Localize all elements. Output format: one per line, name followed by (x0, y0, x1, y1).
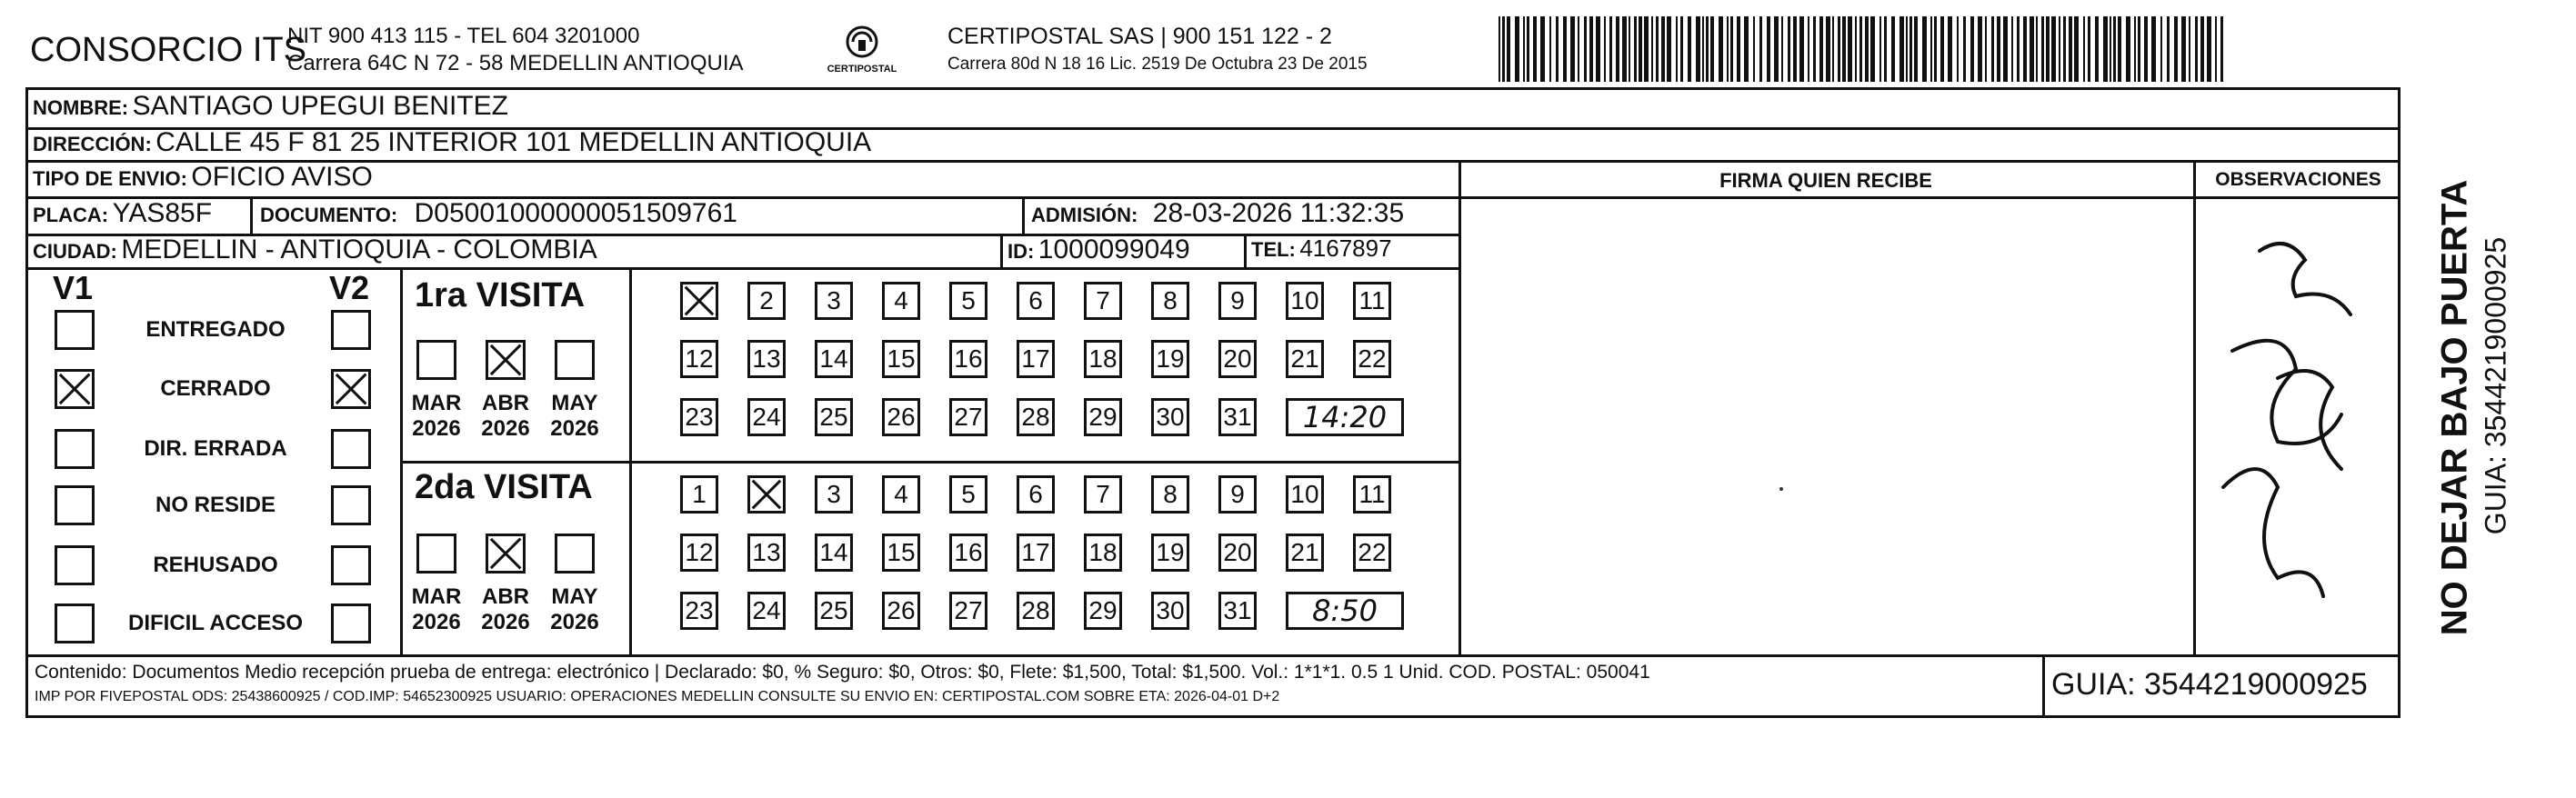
v2-checkbox[interactable] (331, 369, 371, 409)
visit1-day-cell[interactable]: 7 (1084, 282, 1122, 320)
barcode-bar (1991, 16, 1994, 82)
barcode-bar (2167, 16, 2170, 82)
visit1-day-cell[interactable]: 5 (949, 282, 987, 320)
visit2-day-cell[interactable]: 21 (1286, 534, 1324, 572)
visit2-day-cell[interactable] (747, 475, 786, 514)
barcode-bar (1826, 16, 1830, 82)
barcode-bar (1507, 16, 1510, 82)
barcode-bar (1634, 16, 1637, 82)
barcode-bar (2036, 16, 2038, 82)
visit1-day-cell[interactable]: 20 (1218, 340, 1257, 378)
v2-checkbox[interactable] (331, 310, 371, 350)
barcode-bar (1978, 16, 1982, 82)
placa-label: PLACA: (33, 204, 109, 226)
visit2-day-cell[interactable]: 31 (1218, 592, 1257, 630)
visit2-day-cell[interactable]: 12 (680, 534, 718, 572)
barcode-bar (2118, 16, 2121, 82)
barcode-bar (1556, 16, 1559, 82)
month-year: 2026 (481, 610, 530, 634)
visit1-day-cell[interactable]: 19 (1151, 340, 1189, 378)
month-name: ABR (482, 584, 529, 609)
barcode-bar (1759, 16, 1762, 82)
direccion-row (33, 127, 871, 158)
barcode-bar (1502, 16, 1505, 82)
v2-checkbox[interactable] (331, 603, 371, 643)
barcode-bar (1997, 16, 2000, 82)
barcode-bar (2110, 16, 2111, 82)
v2-heading: V2 (329, 269, 370, 306)
visit1-day-cell[interactable]: 24 (747, 398, 786, 436)
barcode-bar (1656, 16, 1659, 82)
visit1-time-cell[interactable]: 14:20 (1286, 398, 1404, 436)
visit1-month-checkbox[interactable] (416, 340, 456, 380)
ciudad-label: CIUDAD: (33, 240, 117, 263)
visit1-day-cell[interactable]: 15 (882, 340, 920, 378)
visit2-day-cell[interactable]: 16 (949, 534, 987, 572)
barcode-bar (1609, 16, 1612, 82)
visit2-day-cell[interactable]: 26 (882, 592, 920, 630)
month-year: 2026 (550, 610, 599, 634)
v1-checkbox[interactable] (55, 429, 95, 469)
barcode-bar (1696, 16, 1700, 82)
status-label: NO RESIDE (155, 493, 276, 517)
visit2-day-cell[interactable]: 24 (747, 592, 786, 630)
id-value: 1000099049 (1037, 234, 1190, 264)
barcode-bar (1744, 16, 1749, 82)
id-row (1007, 234, 1190, 265)
visit2-day-cell[interactable]: 27 (949, 592, 987, 630)
imp-text: IMP POR FIVEPOSTAL ODS: 25438600925 / COD.IMP: 54652300925 USUARIO: OPERACIONES MEDELLIN CONSULTE SU ENVIO EN: CERTIPOSTAL.COM SOBRE ETA: 2026-04-01 D+2 (35, 689, 1280, 704)
barcode-bar (1753, 16, 1755, 82)
barcode-bar (1680, 16, 1683, 82)
visit1-day-cell[interactable]: 2 (747, 282, 786, 320)
visit2-day-cell[interactable]: 5 (949, 475, 987, 514)
visit2-title: 2da VISITA (415, 468, 593, 506)
barcode-bar (1808, 16, 1809, 82)
certipostal-line2: Carrera 80d N 18 16 Lic. 2519 De Octubra 23 De 2015 (947, 55, 1368, 74)
v2-checkbox[interactable] (331, 545, 371, 585)
barcode-bar (1688, 16, 1691, 82)
visit1-day-cell[interactable]: 21 (1286, 340, 1324, 378)
certipostal-line1: CERTIPOSTAL SAS | 900 151 122 - 2 (947, 24, 1332, 49)
visit1-month-label (543, 391, 606, 442)
placa-value: YAS85F (112, 198, 213, 228)
firma-dot (1779, 487, 1783, 491)
barcode-bar (1819, 16, 1823, 82)
barcode (1498, 16, 2235, 82)
barcode-bar (2095, 16, 2099, 82)
barcode-bar (1616, 16, 1619, 82)
nombre-value: SANTIAGO UPEGUI BENITEZ (132, 91, 508, 121)
month-name: MAY (551, 391, 598, 415)
visit1-day-cell[interactable]: 26 (882, 398, 920, 436)
barcode-bar (1584, 16, 1587, 82)
nombre-row (33, 91, 508, 122)
barcode-bar (1957, 16, 1959, 82)
barcode-bar (1527, 16, 1529, 82)
status-label: CERRADO (160, 376, 271, 401)
barcode-bar (1644, 16, 1649, 82)
visit2-day-cell[interactable]: 11 (1353, 475, 1391, 514)
barcode-bar (1639, 16, 1642, 82)
v2-checkbox[interactable] (331, 429, 371, 469)
month-name: ABR (482, 391, 529, 415)
firma-area[interactable] (1461, 196, 2193, 654)
barcode-bar (1737, 16, 1740, 82)
barcode-bar (2189, 16, 2190, 82)
ciudad-value: MEDELLIN - ANTIOQUIA - COLOMBIA (121, 234, 597, 264)
visit1-month-label (474, 391, 537, 442)
tel-row (1251, 234, 1392, 263)
visit1-day-cell[interactable]: 22 (1353, 340, 1391, 378)
visit1-day-cell[interactable]: 16 (949, 340, 987, 378)
barcode-bar (1570, 16, 1575, 82)
visit2-day-cell[interactable]: 13 (747, 534, 786, 572)
company-nit: NIT 900 413 115 - TEL 604 3201000 (287, 24, 640, 48)
header (25, 16, 2417, 84)
visit2-day-cell[interactable]: 15 (882, 534, 920, 572)
barcode-bar (1970, 16, 1974, 82)
barcode-bar (1563, 16, 1567, 82)
tipo-envio-value: OFICIO AVISO (191, 162, 373, 192)
barcode-bar (2051, 16, 2056, 82)
side-guia-text: GUIA: 3544219000925 (2479, 236, 2512, 535)
visit2-month-checkbox[interactable] (486, 534, 526, 574)
visit1-month-label (405, 391, 468, 442)
company-name: CONSORCIO ITS (30, 31, 307, 69)
barcode-bar (1879, 16, 1881, 82)
barcode-bar (1540, 16, 1545, 82)
barcode-bar (1661, 16, 1665, 82)
barcode-bar (1498, 16, 1500, 82)
barcode-bar (1884, 16, 1887, 82)
visit1-day-cell[interactable]: 6 (1017, 282, 1055, 320)
barcode-bar (1730, 16, 1733, 82)
barcode-bar (1855, 16, 1857, 82)
status-label: REHUSADO (153, 553, 278, 577)
firma-label: FIRMA QUIEN RECIBE (1719, 169, 1932, 192)
barcode-bar (1899, 16, 1904, 82)
barcode-bar (2195, 16, 2198, 82)
barcode-bar (1891, 16, 1895, 82)
barcode-bar (1549, 16, 1551, 82)
visit2-day-cell[interactable]: 18 (1084, 534, 1122, 572)
barcode-bar (2215, 16, 2217, 82)
visit2-day-cell[interactable]: 6 (1017, 475, 1055, 514)
month-year: 2026 (412, 610, 461, 634)
barcode-bar (1676, 16, 1678, 82)
barcode-bar (1870, 16, 1875, 82)
id-label: ID: (1007, 240, 1035, 263)
barcode-bar (2113, 16, 2116, 82)
barcode-bar (1813, 16, 1816, 82)
visit2-day-cell[interactable]: 25 (815, 592, 853, 630)
visit1-day-cell[interactable]: 8 (1151, 282, 1189, 320)
barcode-bar (2126, 16, 2130, 82)
barcode-bar (2151, 16, 2156, 82)
barcode-bar (2160, 16, 2162, 82)
visit1-day-cell[interactable] (680, 282, 718, 320)
barcode-bar (1963, 16, 1966, 82)
visit2-day-cell[interactable]: 4 (882, 475, 920, 514)
visit1-day-cell[interactable]: 25 (815, 398, 853, 436)
status-label: DIFICIL ACCESO (127, 611, 303, 635)
documento-value: D05001000000051509761 (414, 198, 737, 228)
visit2-day-cell[interactable]: 3 (815, 475, 853, 514)
visit2-day-cell[interactable]: 9 (1218, 475, 1257, 514)
visit1-day-cell[interactable]: 29 (1084, 398, 1122, 436)
visit2-day-cell[interactable]: 19 (1151, 534, 1189, 572)
barcode-bar (2063, 16, 2066, 82)
barcode-bar (1930, 16, 1932, 82)
visit2-day-cell[interactable]: 28 (1017, 592, 1055, 630)
contenido-text: Contenido: Documentos Medio recepción prueba de entrega: electrónico | Declarado: $0, % Seguro: $0, Otros: $0, Flete: $1,500, Total: $1,500. Vol.: 1*1*1. 0.5 1 Unid. COD. POSTAL: 050041 (35, 662, 1650, 683)
barcode-bar (2181, 16, 2186, 82)
visit1-day-cell[interactable]: 28 (1017, 398, 1055, 436)
barcode-bar (1788, 16, 1790, 82)
visit2-day-cell[interactable]: 17 (1017, 534, 1055, 572)
visit1-day-cell[interactable]: 30 (1151, 398, 1189, 436)
v1-checkbox[interactable] (55, 310, 95, 350)
v1-checkbox[interactable] (55, 369, 95, 409)
barcode-bar (2083, 16, 2085, 82)
visit2-day-cell[interactable]: 30 (1151, 592, 1189, 630)
barcode-bar (1940, 16, 1944, 82)
signature-scribble (2196, 196, 2401, 654)
barcode-bar (2046, 16, 2050, 82)
barcode-bar (2220, 16, 2223, 82)
barcode-bar (1604, 16, 1606, 82)
barcode-bar (2003, 16, 2008, 82)
barcode-bar (1934, 16, 1937, 82)
admision-row (1031, 198, 1404, 229)
visit2-time-cell[interactable]: 8:50 (1286, 592, 1404, 630)
barcode-bar (2059, 16, 2060, 82)
barcode-bar (1719, 16, 1723, 82)
visit1-title: 1ra VISITA (415, 276, 586, 314)
barcode-bar (1710, 16, 1714, 82)
visit1-day-cell[interactable]: 14 (815, 340, 853, 378)
month-name: MAR (411, 391, 462, 415)
visit1-day-cell[interactable]: 27 (949, 398, 987, 436)
visit2-day-cell[interactable]: 22 (1353, 534, 1391, 572)
barcode-bar (1948, 16, 1952, 82)
side-text (2401, 87, 2576, 718)
visit1-day-cell[interactable]: 3 (815, 282, 853, 320)
barcode-bar (1533, 16, 1537, 82)
admision-value: 28-03-2026 11:32:35 (1152, 198, 1405, 228)
barcode-bar (1865, 16, 1869, 82)
v1-checkbox[interactable] (55, 545, 95, 585)
visit1-month-checkbox[interactable] (555, 340, 595, 380)
barcode-bar (2023, 16, 2027, 82)
visit2-day-cell[interactable]: 10 (1286, 475, 1324, 514)
tipo-envio-row (33, 162, 373, 193)
barcode-bar (1622, 16, 1627, 82)
v2-checkbox[interactable] (331, 485, 371, 525)
visit1-month-checkbox[interactable] (486, 340, 526, 380)
visit2-day-cell[interactable]: 14 (815, 534, 853, 572)
visit1-day-cell[interactable]: 11 (1353, 282, 1391, 320)
barcode-bar (2200, 16, 2204, 82)
barcode-bar (1906, 16, 1908, 82)
footer-guia: GUIA: 3544219000925 (2051, 667, 2368, 702)
barcode-bar (1922, 16, 1927, 82)
visit2-month-checkbox[interactable] (555, 534, 595, 574)
no-dejar-text: NO DEJAR BAJO PUERTA (2434, 179, 2475, 636)
barcode-bar (1985, 16, 1987, 82)
barcode-bar (1651, 16, 1653, 82)
barcode-bar (2174, 16, 2178, 82)
logo-caption: CERTIPOSTAL (827, 64, 897, 75)
barcode-bar (1596, 16, 1600, 82)
month-year: 2026 (481, 416, 530, 441)
visit1-day-cell[interactable]: 12 (680, 340, 718, 378)
barcode-bar (1848, 16, 1852, 82)
barcode-bar (1842, 16, 1846, 82)
month-year: 2026 (550, 416, 599, 441)
barcode-bar (1793, 16, 1797, 82)
status-label: DIR. ERRADA (144, 436, 287, 461)
barcode-bar (1667, 16, 1671, 82)
observaciones-label: OBSERVACIONES (2215, 169, 2381, 190)
visit2-day-cell[interactable]: 7 (1084, 475, 1122, 514)
barcode-bar (2103, 16, 2108, 82)
barcode-bar (1706, 16, 1709, 82)
barcode-bar (1859, 16, 1862, 82)
barcode-bar (2030, 16, 2034, 82)
visit2-day-cell[interactable]: 8 (1151, 475, 1189, 514)
visit2-day-cell[interactable]: 29 (1084, 592, 1122, 630)
month-name: MAR (411, 584, 462, 609)
barcode-bar (2011, 16, 2013, 82)
barcode-bar (1781, 16, 1783, 82)
visit2-day-cell[interactable]: 23 (680, 592, 718, 630)
barcode-bar (2041, 16, 2044, 82)
barcode-bar (1774, 16, 1779, 82)
visit2-month-label (474, 584, 537, 635)
visit1-day-cell[interactable]: 4 (882, 282, 920, 320)
barcode-bar (1727, 16, 1729, 82)
tel-label: TEL: (1251, 238, 1296, 261)
certipostal-logo (826, 22, 898, 82)
visit2-day-cell[interactable]: 20 (1218, 534, 1257, 572)
month-name: MAY (551, 584, 598, 609)
barcode-bar (1523, 16, 1525, 82)
v1-heading: V1 (53, 269, 94, 306)
barcode-bar (2088, 16, 2090, 82)
barcode-bar (1702, 16, 1704, 82)
observaciones-area[interactable] (2196, 196, 2401, 654)
nombre-label: NOMBRE: (33, 96, 129, 119)
documento-label: DOCUMENTO: (260, 204, 398, 226)
company-address: Carrera 64C N 72 - 58 MEDELLIN ANTIOQUIA (287, 51, 744, 75)
barcode-bar (2134, 16, 2136, 82)
direccion-label: DIRECCIÓN: (33, 133, 152, 155)
barcode-bar (1589, 16, 1593, 82)
visit1-day-cell[interactable]: 13 (747, 340, 786, 378)
barcode-bar (1909, 16, 1912, 82)
month-year: 2026 (412, 416, 461, 441)
v1-checkbox[interactable] (55, 485, 95, 525)
barcode-bar (2144, 16, 2148, 82)
status-label: ENTREGADO (145, 317, 286, 342)
admision-label: ADMISIÓN: (1031, 204, 1138, 226)
barcode-bar (2207, 16, 2211, 82)
visit1-day-cell[interactable]: 23 (680, 398, 718, 436)
documento-row (260, 198, 737, 229)
barcode-bar (2069, 16, 2072, 82)
tipo-envio-label: TIPO DE ENVIO: (33, 167, 187, 190)
barcode-bar (1767, 16, 1770, 82)
visit2-day-cell[interactable]: 1 (680, 475, 718, 514)
tel-value: 4167897 (1299, 234, 1392, 262)
barcode-bar (1799, 16, 1804, 82)
visit1-day-cell[interactable]: 9 (1218, 282, 1257, 320)
visit2-month-checkbox[interactable] (416, 534, 456, 574)
barcode-bar (1629, 16, 1630, 82)
barcode-bar (1914, 16, 1918, 82)
visit1-day-cell[interactable]: 10 (1286, 282, 1324, 320)
visit1-day-cell[interactable]: 31 (1218, 398, 1257, 436)
visit1-day-cell[interactable]: 18 (1084, 340, 1122, 378)
ciudad-row (33, 234, 597, 265)
visit2-month-label (405, 584, 468, 635)
visit2-month-label (543, 584, 606, 635)
visit1-day-cell[interactable]: 17 (1017, 340, 1055, 378)
direccion-value: CALLE 45 F 81 25 INTERIOR 101 MEDELLIN ANTIOQUIA (155, 127, 872, 157)
barcode-bar (1838, 16, 1840, 82)
barcode-bar (2138, 16, 2140, 82)
barcode-bar (2017, 16, 2020, 82)
v1-checkbox[interactable] (55, 603, 95, 643)
barcode-bar (2074, 16, 2079, 82)
barcode-bar (1515, 16, 1519, 82)
barcode-bar (1832, 16, 1834, 82)
placa-row (33, 198, 212, 229)
barcode-bar (1578, 16, 1579, 82)
